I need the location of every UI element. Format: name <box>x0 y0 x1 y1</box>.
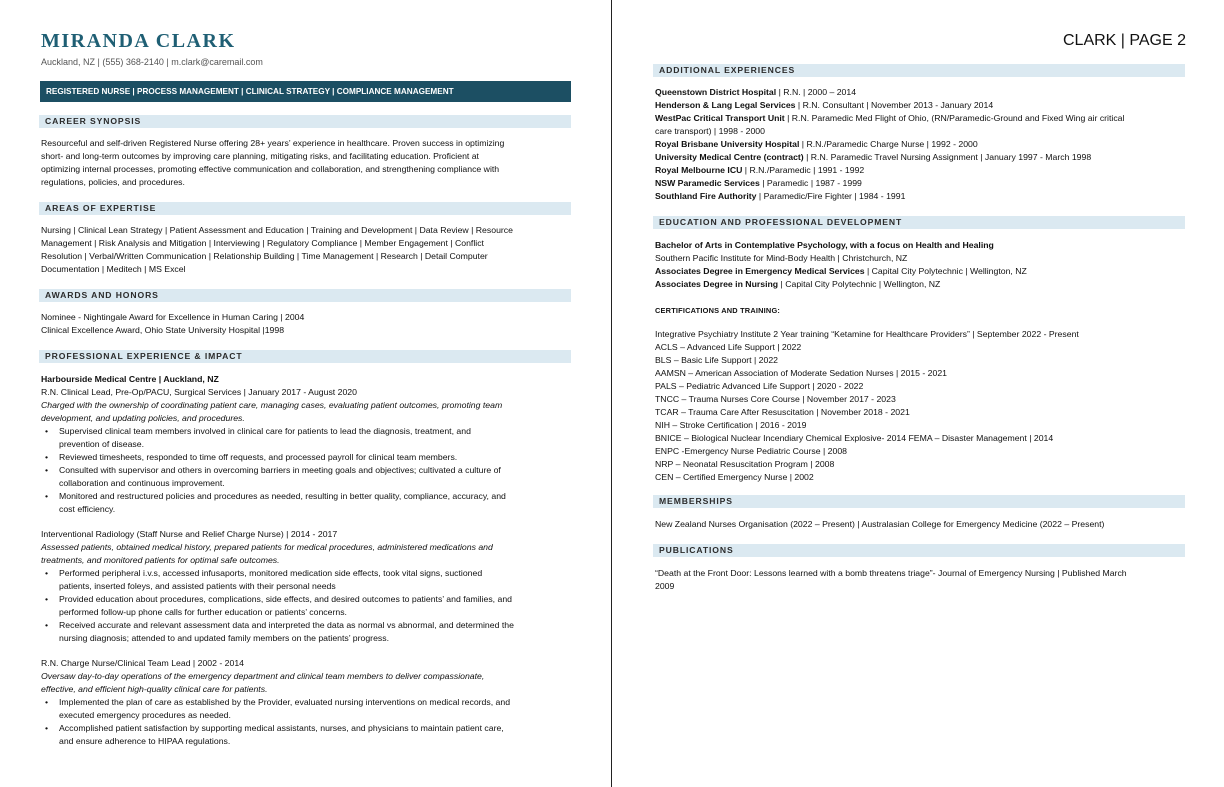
role-summary: Assessed patients, obtained medical history, prepared patients for medical procedures, administered medications and <box>41 542 493 552</box>
membership-line: New Zealand Nurses Organisation (2022 – Present) | Australasian College for Emergency Medicine (2022 – Present) <box>655 519 1105 529</box>
additional-item <box>655 112 1185 125</box>
certifications-heading: CERTIFICATIONS AND TRAINING: <box>655 306 781 315</box>
additional-item-continued: care transport) | 1998 - 2000 <box>655 126 765 136</box>
role-bullets <box>41 567 571 645</box>
role-summary: effective, and efficient high-quality clinical care for patients. <box>41 684 268 694</box>
additional-item <box>655 151 1185 164</box>
org-detail: | R.N. Consultant | November 2013 - January 2014 <box>795 100 994 110</box>
org-name: Queenstown District Hospital <box>655 87 777 97</box>
cert-item: ENPC -Emergency Nurse Pediatric Course | 2008 <box>655 446 848 456</box>
org-detail: | R.N./Paramedic Charge Nurse | 1992 - 2000 <box>799 139 978 149</box>
expertise-line: Management | Risk Analysis and Mitigation | Interviewing | Regulatory Compliance | Member Engagement | Conflict <box>41 238 484 248</box>
degree-school: | Capital City Polytechnic | Wellington, NZ <box>864 266 1027 276</box>
role-title: R.N. Charge Nurse/Clinical Team Lead | 2002 - 2014 <box>41 658 244 668</box>
cert-item: BNICE – Biological Nuclear Incendiary Chemical Explosive- 2014 FEMA – Disaster Management | 2014 <box>655 433 1054 443</box>
org-name: NSW Paramedic Services <box>655 178 760 188</box>
additional-item <box>655 190 1185 203</box>
degree-title: Associates Degree in Emergency Medical Services <box>655 266 865 276</box>
bullet-line: prevention of disease. <box>59 439 145 449</box>
bullet-line: • Provided education about procedures, complications, side effects, and desired outcomes to patients’ and families, and <box>59 594 512 604</box>
cert-item: ACLS – Advanced Life Support | 2022 <box>655 342 802 352</box>
role-entry <box>41 528 571 645</box>
org-detail: | Paramedic/Fire Fighter | 1984 - 1991 <box>756 191 906 201</box>
cert-item: TCAR – Trauma Care After Resuscitation | November 2018 - 2021 <box>655 407 910 417</box>
role-summary: Oversaw day-to-day operations of the emergency department and clinical team members to deliver compassionate, <box>41 671 485 681</box>
org-detail: | R.N. Paramedic Med Flight of Ohio, (RN/Paramedic-Ground and Fixed Wing air critical <box>784 113 1125 123</box>
section-header-additional: ADDITIONAL EXPERIENCES <box>653 64 1185 77</box>
role-title: Interventional Radiology (Staff Nurse and Relief Charge Nurse) | 2014 - 2017 <box>41 529 338 539</box>
degree-entry <box>655 278 1185 291</box>
degree-title: Bachelor of Arts in Contemplative Psychology, with a focus on Health and Healing <box>655 240 994 250</box>
bullet-item <box>59 464 571 490</box>
publication-line: 2009 <box>655 581 675 591</box>
cert-item: TNCC – Trauma Nurses Core Course | November 2017 - 2023 <box>655 394 896 404</box>
contact-info: Auckland, NZ | (555) 368-2140 | m.clark@caremail.com <box>41 57 263 67</box>
org-name: Royal Melbourne ICU <box>655 165 743 175</box>
additional-item <box>655 177 1185 190</box>
synopsis-line: regulations, policies, and procedures. <box>41 177 185 187</box>
degree-title: Associates Degree in Nursing <box>655 279 779 289</box>
role-bullets <box>41 696 571 748</box>
certifications-list <box>655 328 1185 484</box>
org-name: University Medical Centre (contract) <box>655 152 804 162</box>
cert-item: CEN – Certified Emergency Nurse | 2002 <box>655 472 814 482</box>
org-name: Henderson & Lang Legal Services <box>655 100 796 110</box>
career-synopsis-text <box>41 137 571 189</box>
org-detail: | Paramedic | 1987 - 1999 <box>759 178 862 188</box>
expertise-line: Resolution | Verbal/Written Communication | Relationship Building | Time Management | Research | Detail Computer <box>41 251 488 261</box>
education-list <box>655 239 1185 291</box>
bullet-line: • Implemented the plan of care as established by the Provider, evaluated nursing interventions on medical records, and <box>59 697 511 707</box>
role-summary: Charged with the ownership of coordinating patient care, managing cases, evaluating patient outcomes, promoting team <box>41 400 503 410</box>
bullet-line: • Supervised clinical team members involved in clinical care for patients to lead the diagnosis, treatment, and <box>59 426 471 436</box>
memberships-text <box>655 518 1185 531</box>
section-header-awards: AWARDS AND HONORS <box>39 289 571 302</box>
publication-line: “Death at the Front Door: Lessons learned with a bomb threatens triage”- Journal of Emergency Nursing | Published March <box>655 568 1127 578</box>
synopsis-line: Resourceful and self-driven Registered Nurse offering 28+ years’ experience in healthcare. Proven success in optimizing <box>41 138 505 148</box>
org-name: Royal Brisbane University Hospital <box>655 139 800 149</box>
bullet-line: executed emergency procedures as needed. <box>59 710 231 720</box>
bullet-line: • Accomplished patient satisfaction by supporting medical assistants, nurses, and physicians to maintain patient care, <box>59 723 504 733</box>
headline-banner: REGISTERED NURSE | PROCESS MANAGEMENT | CLINICAL STRATEGY | COMPLIANCE MANAGEMENT <box>40 81 571 102</box>
additional-item <box>655 138 1185 151</box>
award-item: Nominee - Nightingale Award for Excellence in Human Caring | 2004 <box>41 312 305 322</box>
role-summary: treatments, and monitored patients for optimal safe outcomes. <box>41 555 280 565</box>
bullet-line: performed follow-up phone calls for further education or patients’ concerns. <box>59 607 347 617</box>
bullet-line: • Received accurate and relevant assessment data and interpreted the data as normal vs abnormal, and determined the <box>59 620 514 630</box>
bullet-item <box>59 722 571 748</box>
page-2-header: CLARK | PAGE 2 <box>1062 32 1186 49</box>
section-header-publications: PUBLICATIONS <box>653 544 1185 557</box>
bullet-item <box>59 696 571 722</box>
bullet-line: patients, inserted foleys, and assisted patients with their personal needs <box>59 581 336 591</box>
award-item: Clinical Excellence Award, Ohio State University Hospital |1998 <box>41 325 285 335</box>
section-header-memberships: MEMBERSHIPS <box>653 495 1185 508</box>
role-entry <box>41 386 571 516</box>
synopsis-line: short- and long-term outcomes by improving care planning, mitigating risks, and facilitating education. Proficient at <box>41 151 479 161</box>
additional-item <box>655 86 1185 99</box>
bullet-line: nursing diagnosis; attended to and updated family members on the patients’ progress. <box>59 633 390 643</box>
experience-content <box>41 373 571 748</box>
candidate-name: MIRANDA CLARK <box>41 30 236 52</box>
bullet-line: • Consulted with supervisor and others in overcoming barriers in meeting goals and objectives; cultivated a culture of <box>59 465 501 475</box>
bullet-line: and ensure adherence to HIPAA regulations. <box>59 736 231 746</box>
cert-item: NIH – Stroke Certification | 2016 - 2019 <box>655 420 807 430</box>
role-entry <box>41 657 571 748</box>
expertise-line: Nursing | Clinical Lean Strategy | Patient Assessment and Education | Training and Development | Data Review | Resource <box>41 225 513 235</box>
org-detail: | R.N./Paramedic | 1991 - 1992 <box>742 165 865 175</box>
cert-item: NRP – Neonatal Resuscitation Program | 2008 <box>655 459 835 469</box>
bullet-line: • Performed peripheral i.v.s, accessed infusaports, monitored medication side effects, took vital signs, suctioned <box>59 568 483 578</box>
role-summary: development, and updating policies, and procedures. <box>41 413 245 423</box>
org-name: Southland Fire Authority <box>655 191 757 201</box>
certifications <box>655 304 1185 317</box>
cert-item: Integrative Psychiatry Institute 2 Year training “Ketamine for Healthcare Providers” | September 2022 - Present <box>655 329 1079 339</box>
bullet-line: collaboration and continuous improvement. <box>59 478 225 488</box>
section-header-career-synopsis: CAREER SYNOPSIS <box>39 115 571 128</box>
section-header-experience: PROFESSIONAL EXPERIENCE & IMPACT <box>39 350 571 363</box>
org-name: WestPac Critical Transport Unit <box>655 113 785 123</box>
bullet-item <box>59 593 571 619</box>
cert-item: AAMSN – American Association of Moderate Sedation Nurses | 2015 - 2021 <box>655 368 947 378</box>
additional-list <box>655 86 1185 203</box>
expertise-line: Documentation | Meditech | MS Excel <box>41 264 186 274</box>
bullet-item <box>59 451 571 464</box>
additional-item <box>655 99 1185 112</box>
employer-name: Harbourside Medical Centre | Auckland, NZ <box>41 374 219 384</box>
degree-school: | Capital City Polytechnic | Wellington, NZ <box>778 279 941 289</box>
cert-item: BLS – Basic Life Support | 2022 <box>655 355 778 365</box>
bullet-item <box>59 567 571 593</box>
degree-school: Southern Pacific Institute for Mind-Body Health | Christchurch, NZ <box>655 253 908 263</box>
publications-text <box>655 567 1185 593</box>
cert-item: PALS – Pediatric Advanced Life Support | 2020 - 2022 <box>655 381 864 391</box>
section-header-education: EDUCATION AND PROFESSIONAL DEVELOPMENT <box>653 216 1185 229</box>
bullet-item <box>59 619 571 645</box>
bullet-line: • Reviewed timesheets, responded to time off requests, and processed payroll for clinical team members. <box>59 452 458 462</box>
synopsis-line: optimizing internal processes, promoting effective communication and collaboration, and strengthening compliance with <box>41 164 500 174</box>
bullet-line: cost efficiency. <box>59 504 116 514</box>
org-detail: | R.N. Paramedic Travel Nursing Assignment | January 1997 - March 1998 <box>803 152 1092 162</box>
section-header-expertise: AREAS OF EXPERTISE <box>39 202 571 215</box>
role-bullets <box>41 425 571 516</box>
page-divider <box>611 0 612 787</box>
bullet-item <box>59 490 571 516</box>
degree-entry <box>655 265 1185 278</box>
awards-list <box>41 311 571 337</box>
org-detail: | R.N. | 2000 – 2014 <box>776 87 857 97</box>
bullet-line: • Monitored and restructured policies and procedures as needed, resulting in better quality, compliance, accuracy, and <box>59 491 506 501</box>
role-title: R.N. Clinical Lead, Pre-Op/PACU, Surgical Services | January 2017 - August 2020 <box>41 387 357 397</box>
additional-item <box>655 164 1185 177</box>
expertise-text <box>41 224 571 276</box>
bullet-item <box>59 425 571 451</box>
